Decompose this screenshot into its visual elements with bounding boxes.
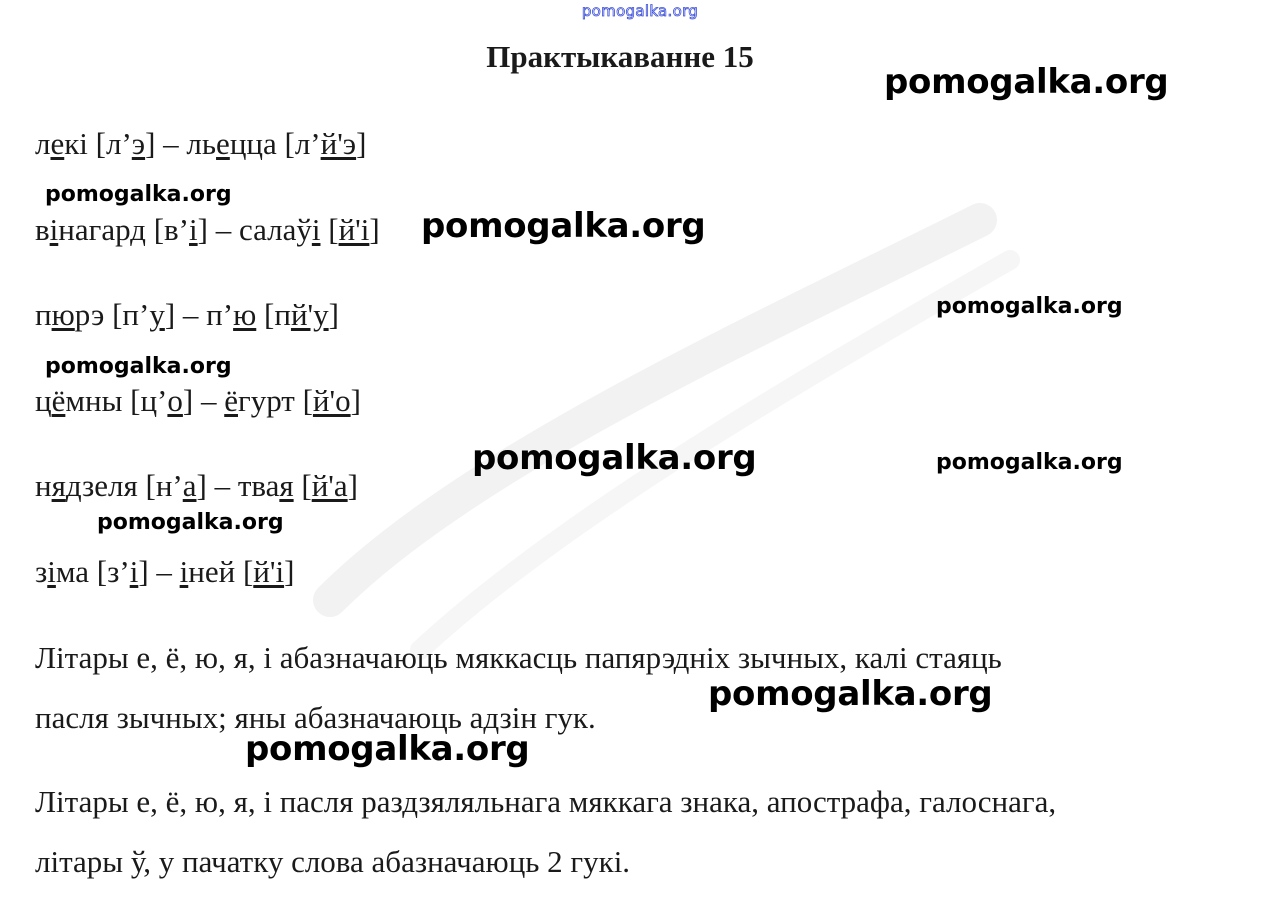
text-segment: ]: [284, 554, 295, 589]
underlined-segment: і: [47, 554, 56, 589]
text-segment: ] – салаў: [197, 212, 312, 247]
underlined-segment: й'о: [312, 383, 351, 418]
text-segment: [п: [256, 297, 291, 332]
underlined-segment: й'а: [311, 468, 348, 503]
underlined-segment: ю: [233, 297, 257, 332]
underlined-segment: й'і: [253, 554, 285, 589]
example-line-1: [35, 126, 366, 162]
text-segment: ] – тва: [196, 468, 280, 503]
text-segment: [: [293, 468, 312, 503]
underlined-segment: і: [311, 212, 321, 247]
example-line-6: [35, 554, 294, 590]
underlined-segment: я: [51, 468, 66, 503]
underlined-segment: й'у: [290, 297, 329, 332]
underlined-segment: я: [279, 468, 294, 503]
text-segment: нагард [в’: [58, 212, 189, 247]
underlined-segment: і: [129, 554, 139, 589]
example-line-3: [35, 297, 339, 333]
underlined-segment: ё: [51, 383, 66, 418]
text-segment: ней [: [188, 554, 254, 589]
underlined-segment: э: [131, 126, 146, 161]
watermark-label: pomogalka.org: [936, 294, 1123, 319]
underlined-segment: й'і: [338, 212, 370, 247]
rule-paragraph-1-line-1: Літары е, ё, ю, я, і абазначаюць мяккасць папярэдніх зычных, калі стаяць: [35, 640, 1002, 675]
text-segment: ]: [347, 468, 358, 503]
underlined-segment: ё: [224, 383, 238, 418]
text-segment: ] – п’: [164, 297, 234, 332]
rule-paragraph-2-line-1: Літары е, ё, ю, я, і пасля раздзяляльнага мяккага знака, апострафа, галоснага,: [35, 784, 1057, 819]
underlined-segment: і: [189, 212, 198, 247]
text-segment: ц: [35, 383, 52, 418]
header-watermark: pomogalka.org: [581, 2, 699, 20]
watermark-label: pomogalka.org: [421, 206, 706, 246]
example-line-2: [35, 212, 380, 248]
watermark-label: pomogalka.org: [97, 510, 284, 535]
watermark-label: pomogalka.org: [245, 729, 530, 769]
rule-paragraph-2-line-2: літары ў, у пачатку слова абазначаюць 2 гукі.: [35, 844, 631, 879]
underlined-segment: і: [49, 212, 59, 247]
text-segment: ]: [369, 212, 380, 247]
underlined-segment: і: [179, 554, 189, 589]
rule-paragraph-1-line-2: пасля зычных; яны абазначаюць адзін гук.: [35, 700, 596, 735]
underlined-segment: е: [50, 126, 65, 161]
watermark-label: pomogalka.org: [472, 438, 757, 478]
text-segment: цца [л’: [229, 126, 321, 161]
watermark-label: pomogalka.org: [936, 450, 1123, 475]
watermark-label: pomogalka.org: [708, 674, 993, 714]
example-line-4: [35, 383, 361, 419]
text-segment: мны [ц’: [65, 383, 168, 418]
underlined-segment: ю: [51, 297, 75, 332]
watermark-label: pomogalka.org: [45, 182, 232, 207]
example-line-5: [35, 468, 358, 504]
text-segment: [: [320, 212, 339, 247]
underlined-segment: й'э: [320, 126, 357, 161]
text-segment: рэ [п’: [74, 297, 150, 332]
page-title: Практыкаванне 15: [486, 39, 754, 74]
watermark-label: pomogalka.org: [45, 354, 232, 379]
text-segment: ]: [356, 126, 367, 161]
watermark-label: pomogalka.org: [884, 62, 1169, 102]
text-segment: л: [35, 126, 51, 161]
text-segment: в: [35, 212, 50, 247]
text-segment: ]: [328, 297, 339, 332]
text-segment: н: [35, 468, 52, 503]
text-segment: п: [35, 297, 52, 332]
text-segment: ]: [350, 383, 361, 418]
text-segment: дзеля [н’: [65, 468, 183, 503]
underlined-segment: а: [182, 468, 197, 503]
text-segment: гурт [: [237, 383, 313, 418]
text-segment: ма [з’: [55, 554, 130, 589]
text-segment: з: [35, 554, 48, 589]
underlined-segment: о: [167, 383, 183, 418]
text-segment: ] –: [138, 554, 180, 589]
underlined-segment: у: [149, 297, 165, 332]
text-segment: ] – ль: [145, 126, 217, 161]
underlined-segment: е: [216, 126, 230, 161]
text-segment: ] –: [182, 383, 225, 418]
text-segment: кі [л’: [64, 126, 132, 161]
